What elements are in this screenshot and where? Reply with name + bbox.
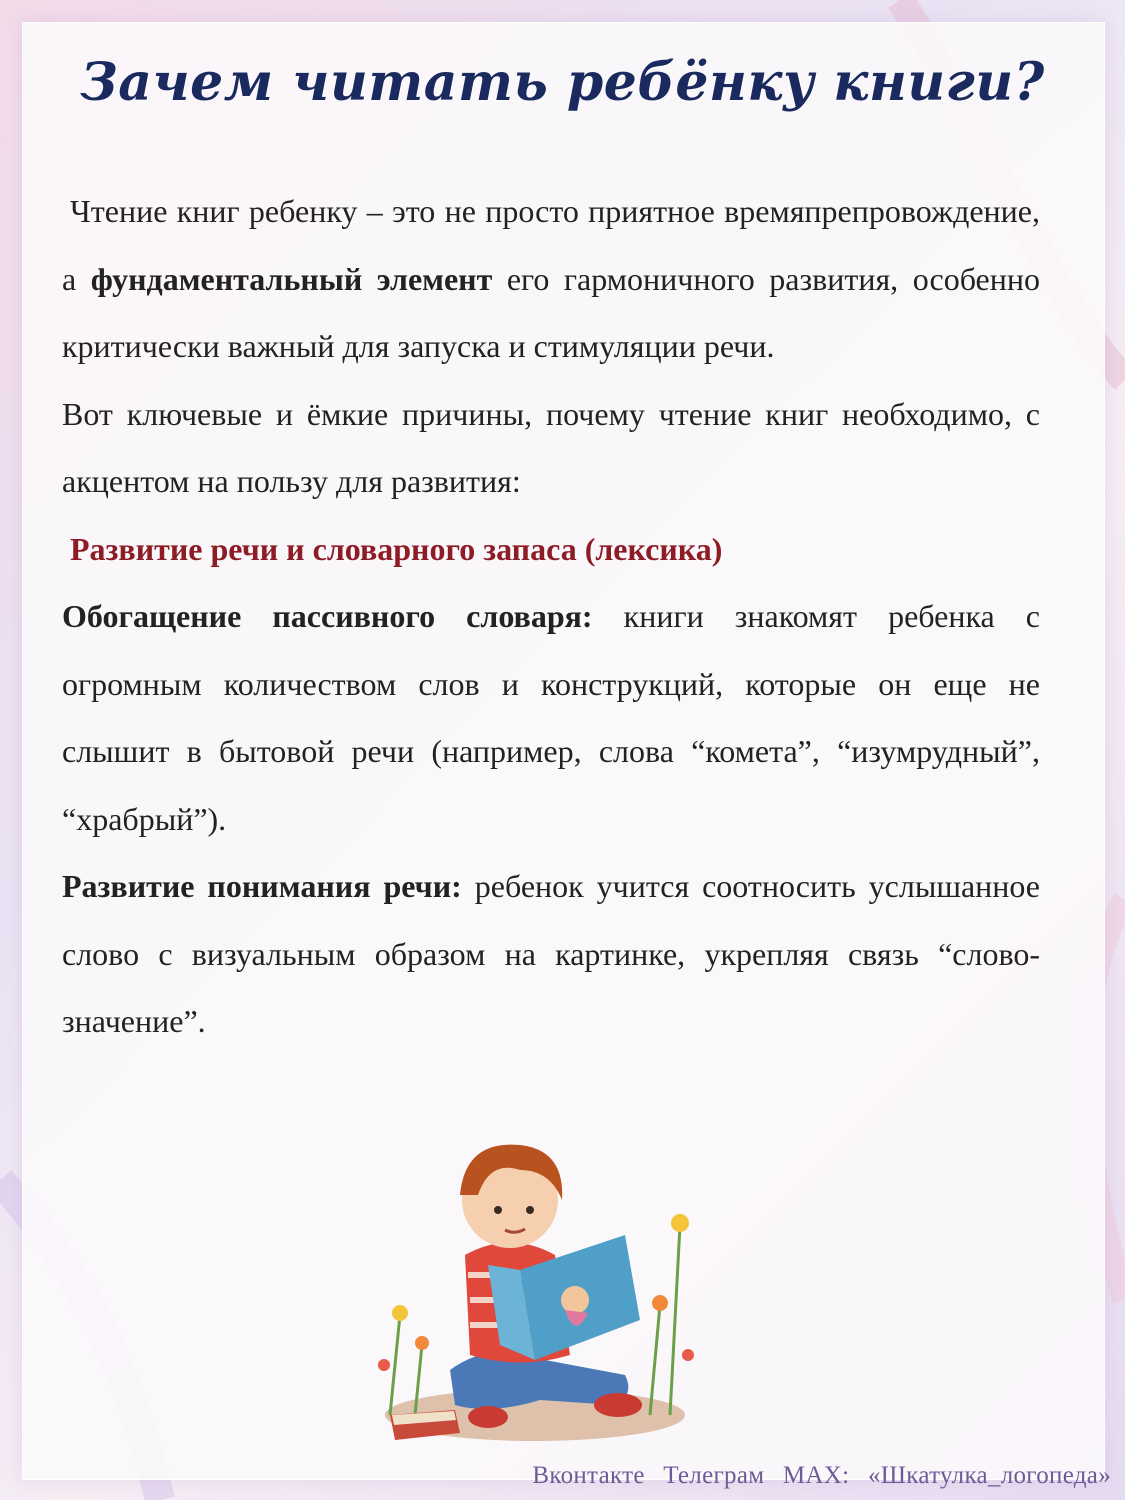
- intro-text-start: Чтение книг ребенку – это не просто приятное времяпрепровождение, а: [62, 193, 1040, 297]
- intro-text-end: его гармоничного развития, особенно критически важный для запуска и стимуляции речи.: [62, 260, 1041, 364]
- vk-link[interactable]: Вконтакте: [532, 1462, 645, 1489]
- telegram-link[interactable]: Телеграм: [663, 1462, 765, 1489]
- max-link[interactable]: MAX:: [782, 1462, 850, 1489]
- point-label: Обогащение пассивного словаря:: [62, 598, 593, 634]
- point-passive-vocabulary: [62, 583, 1040, 853]
- channel-name: «Шкатулка_логопеда»: [867, 1462, 1111, 1489]
- intro-paragraph: [62, 178, 1040, 381]
- point-label: Развитие понимания речи:: [62, 868, 462, 904]
- page-title: Зачем читать ребёнку книги?: [80, 52, 1045, 113]
- section-heading: Развитие речи и словарного запаса (лексика): [70, 530, 723, 567]
- article-body: [62, 178, 1040, 1056]
- flowers-right-icon: [650, 1214, 694, 1415]
- point-text: книги знакомят ребенка с огромным количеством слов и конструкций, которые он еще не слышит в бытовой речи (например, слова “комета”, “изумрудный”, “храбрый”).: [62, 598, 1040, 837]
- boy-reading-book-illustration: [370, 1115, 700, 1475]
- reasons-intro-paragraph: Вот ключевые и ёмкие причины, почему чтение книг необходимо, с акцентом на пользу для развития:: [62, 395, 1040, 499]
- point-speech-understanding: [62, 853, 1040, 1056]
- social-footer: [520, 1462, 1111, 1490]
- point-text: ребенок учится соотносить услышанное слово с визуальным образом на картинке, укрепляя связь “слово-значение”.: [62, 868, 1041, 1039]
- intro-bold-phrase: фундаментальный элемент: [90, 260, 493, 297]
